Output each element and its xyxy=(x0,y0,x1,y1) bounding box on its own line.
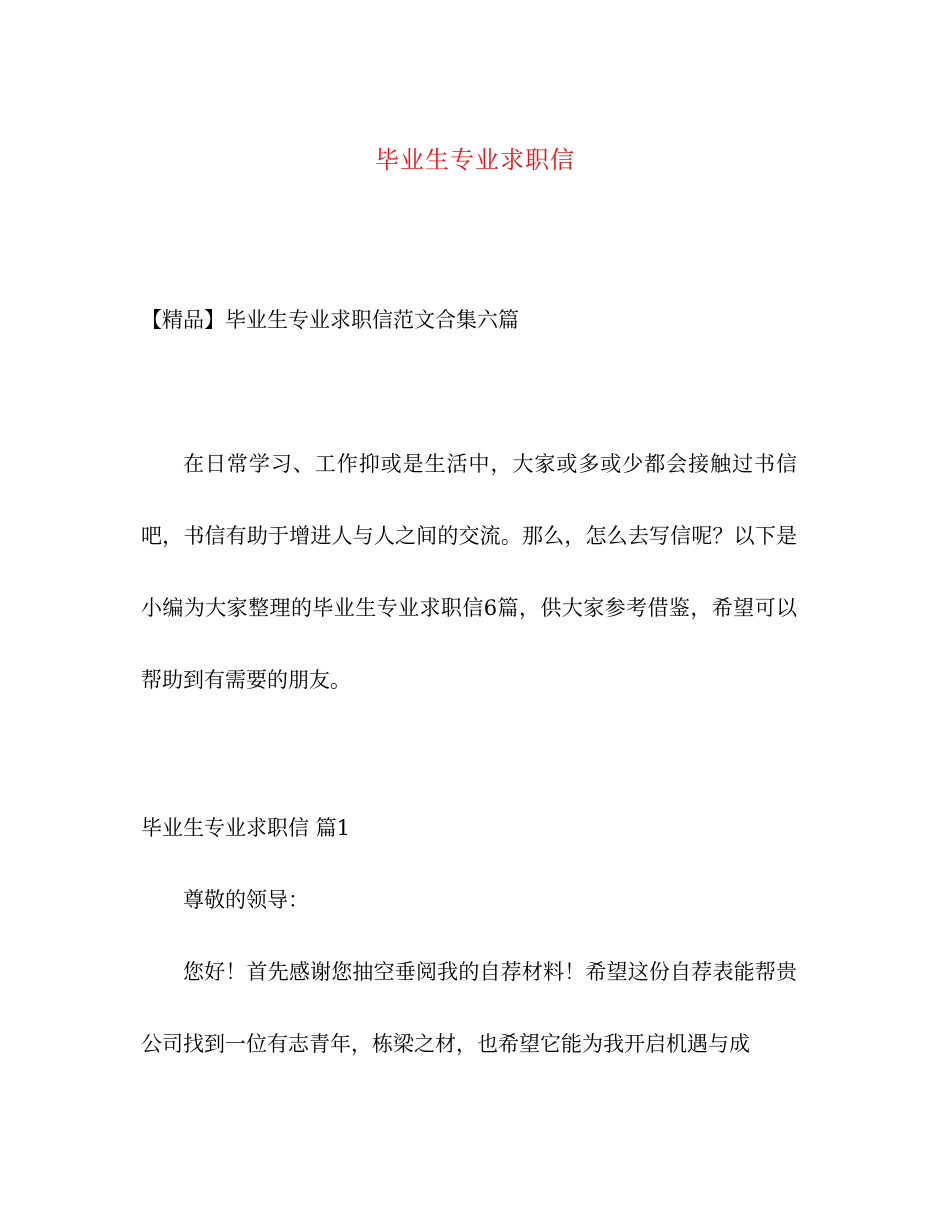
document-subtitle: 【精品】毕业生专业求职信范文合集六篇 xyxy=(141,308,519,332)
letter-salutation: 尊敬的领导： xyxy=(183,888,309,912)
letter-body-paragraph: 您好！首先感谢您抽空垂阅我的自荐材料！希望这份自荐表能帮贵公司找到一位有志青年，栋梁之材，也希望它能为我开启机遇与成 xyxy=(141,960,797,1056)
section-heading: 毕业生专业求职信 篇1 xyxy=(141,816,351,840)
document-title: 毕业生专业求职信 xyxy=(375,146,575,174)
intro-paragraph: 在日常学习、工作抑或是生活中，大家或多或少都会接触过书信吧，书信有助于增进人与人之间的交流。那么，怎么去写信呢？以下是小编为大家整理的毕业生专业求职信6篇，供大家参考借鉴，希望可以帮助到有需要的朋友。 xyxy=(141,452,797,692)
